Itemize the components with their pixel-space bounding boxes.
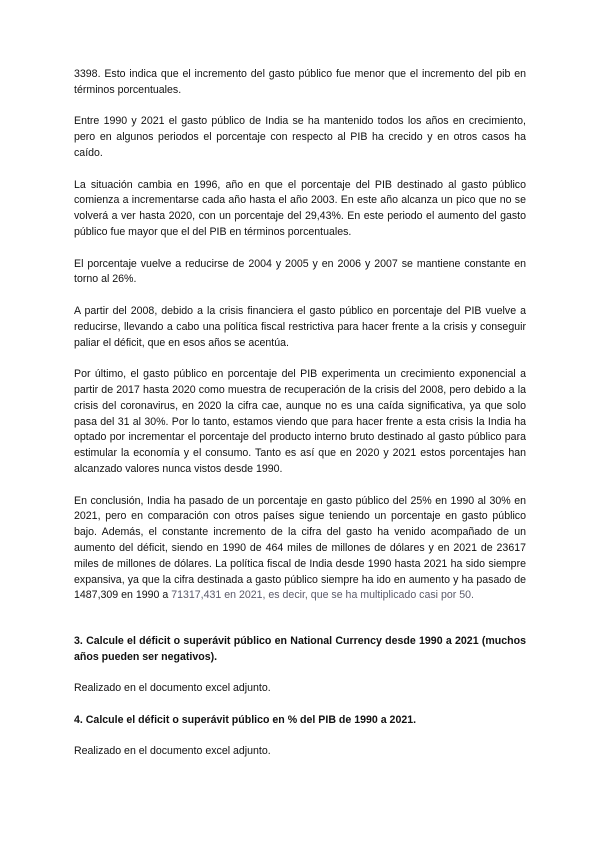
paragraph-2008-crisis: A partir del 2008, debido a la crisis financiera el gasto público en porcentaje del PIB vuelve a reducirse, llevando a cabo una política fiscal restrictiva para hacer frente a la crisis y conseguir paliar el déficit, que en esos años se acentúa. xyxy=(74,304,526,349)
paragraph-2004-2007: El porcentaje vuelve a reducirse de 2004 y 2005 y en 2006 y 2007 se mantiene constante en torno al 26%. xyxy=(74,257,526,286)
question-3-answer: Realizado en el documento excel adjunto. xyxy=(74,682,271,695)
conclusion-main-text: En conclusión, India ha pasado de un porcentaje en gasto público del 25% en 1990 al 30% en 2021, pero en comparación con otros países sigue teniendo un porcentaje en gasto público bajo. Además, el constante incremento de la cifra del gasto ha venido acompañado de un aumento del déficit, siendo en 1990 de 464 miles de millones de dólares y en 2021 de 23617 miles de millones de dólares. La política fiscal de India desde 1990 hasta 2021 ha sido siempre expansiva, ya que la cifra destinada a gasto público siempre ha ido en aumento y ha pasado de 1487,309 en 1990 a xyxy=(74,494,526,602)
question-3-heading: 3. Calcule el déficit o superávit público en National Currency desde 1990 a 2021 (muchos años pueden ser negativos). xyxy=(74,634,526,663)
paragraph-conclusion xyxy=(74,494,526,605)
conclusion-tail-text: 71317,431 en 2021, es decir, que se ha multiplicado casi por 50. xyxy=(171,589,474,602)
paragraph-growth-1990-2021: Entre 1990 y 2021 el gasto público de India se ha mantenido todos los años en crecimiento, pero en algunos periodos el porcentaje con respecto al PIB ha crecido y en otros casos ha caído. xyxy=(74,115,526,159)
question-4-heading: 4. Calcule el déficit o superávit público en % del PIB de 1990 a 2021. xyxy=(74,713,417,726)
paragraph-pib-comparison: 3398. Esto indica que el incremento del gasto público fue menor que el incremento del pib en términos porcentuales. xyxy=(74,68,526,96)
question-4-answer: Realizado en el documento excel adjunto. xyxy=(74,745,271,758)
paragraph-2017-2020: Por último, el gasto público en porcentaje del PIB experimenta un crecimiento exponencial a partir de 2017 hasta 2020 como muestra de recuperación de la crisis del 2008, pero debido a la crisis del coronavirus, en 2020 la cifra cae, aunque no es una caída significativa, ya que solo pasa del 31 al 30%. Por lo tanto, estamos viendo que para hacer frente a esta crisis la India ha optado por incrementar el porcentaje del producto interno bruto destinado al gasto público para estimular la economía y el consumo. Tanto es así que en 2020 y 2021 estos porcentajes han alcanzado valores nunca vistos desde 1990. xyxy=(74,368,526,475)
section-gap xyxy=(74,620,526,634)
paragraph-1996-change: La situación cambia en 1996, año en que el porcentaje del PIB destinado al gasto público comienza a incrementarse cada año hasta el año 2003. En este año alcanza un pico que no se volverá a ver hasta 2020, con un porcentaje del 29,43%. En este periodo el aumento del gasto público fue mayor que el del PIB en términos porcentuales. xyxy=(74,178,526,238)
